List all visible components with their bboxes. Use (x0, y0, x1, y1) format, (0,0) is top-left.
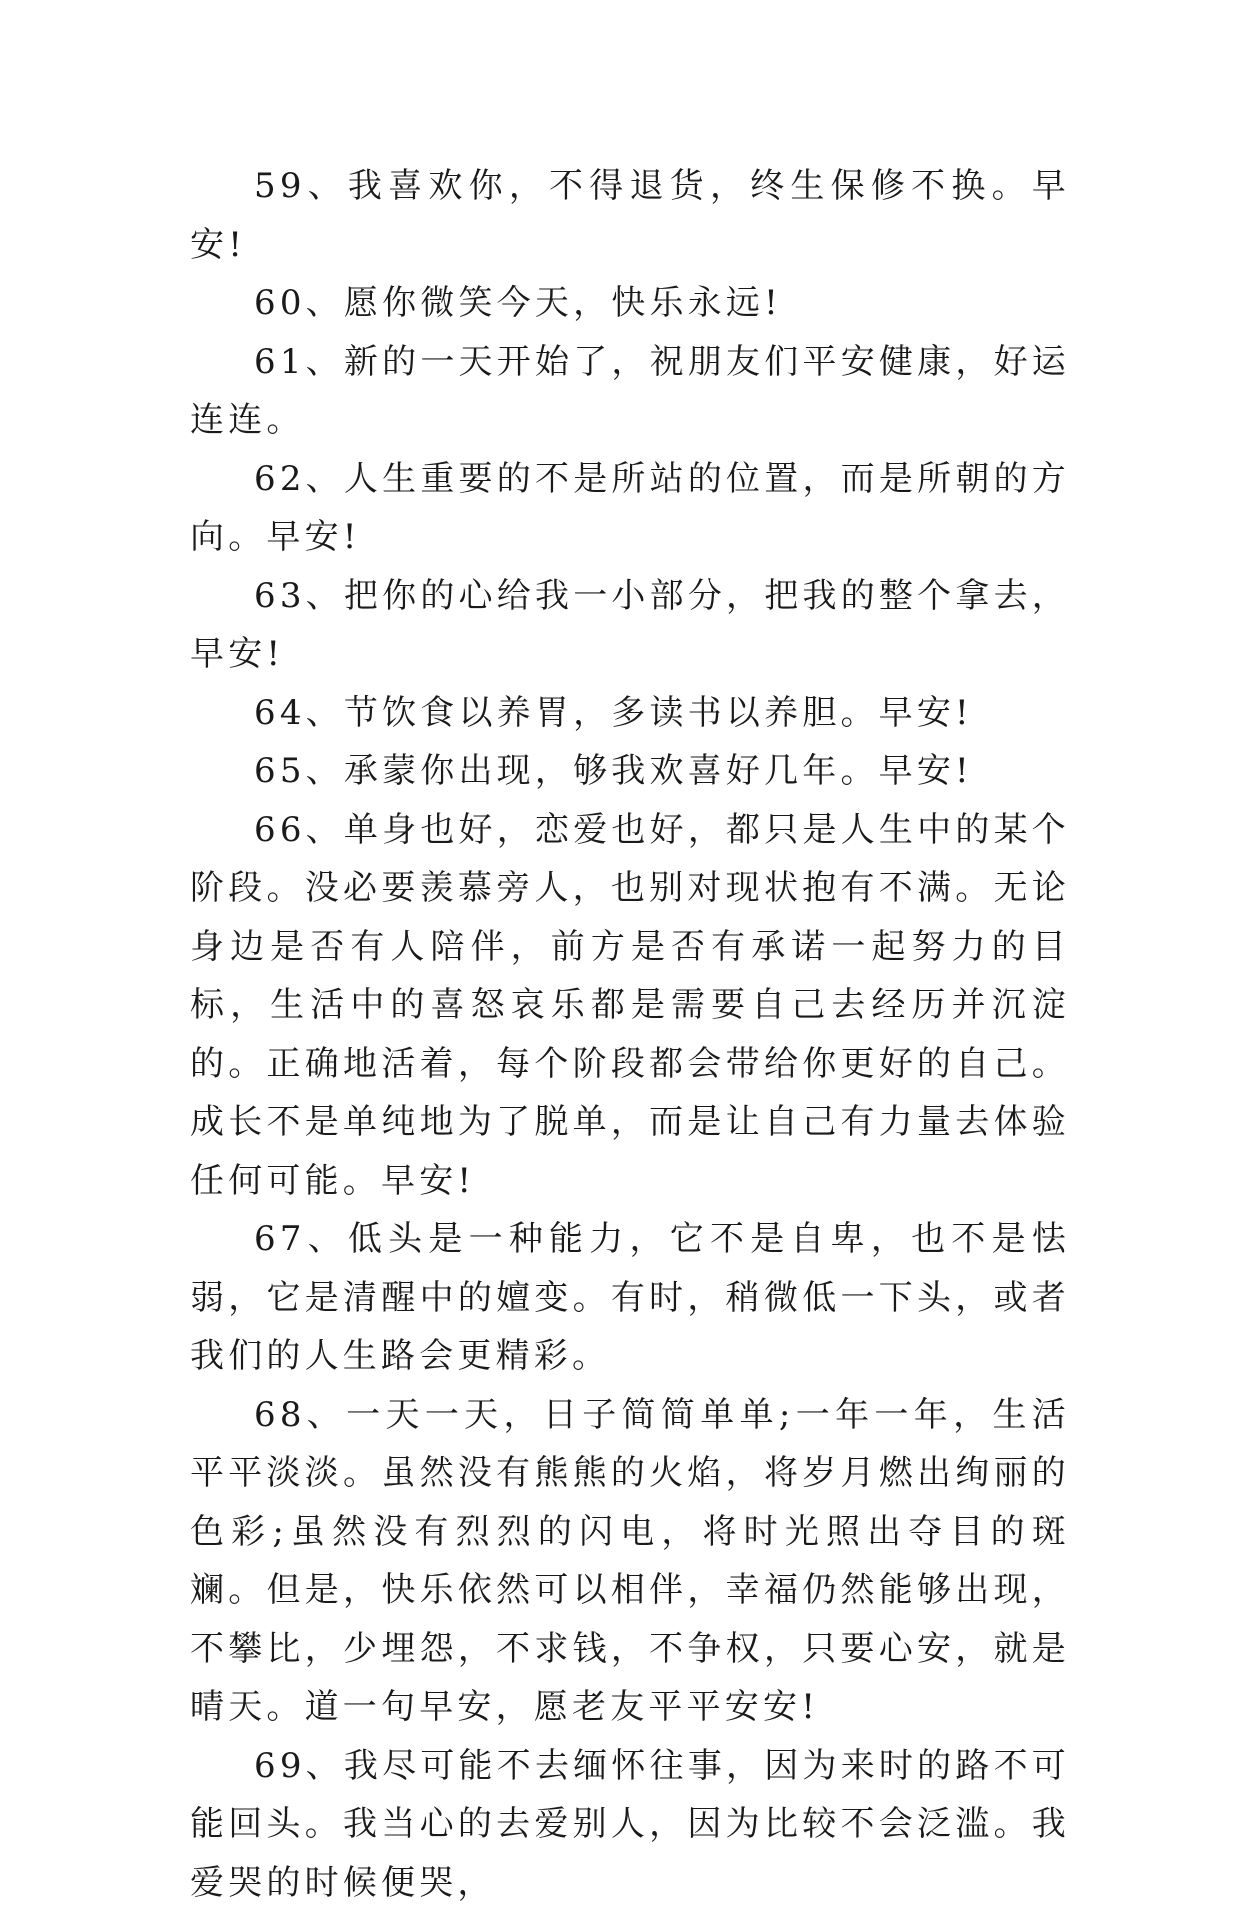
paragraph-66: 66、单身也好，恋爱也好，都只是人生中的某个阶段。没必要羡慕旁人，也别对现状抱有不满。无论身边是否有人陪伴，前方是否有承诺一起努力的目标，生活中的喜怒哀乐都是需要自己去经历并沉淀的。正确地活着，每个阶段都会带给你更好的自己。成长不是单纯地为了脱单，而是让自己有力量去体验任何可能。早安! (190, 801, 1070, 1211)
paragraph-63: 63、把你的心给我一小部分，把我的整个拿去，早安! (190, 567, 1070, 684)
paragraph-64: 64、节饮食以养胃，多读书以养胆。早安! (190, 684, 1070, 743)
paragraph-59: 59、我喜欢你，不得退货，终生保修不换。早安! (190, 157, 1070, 274)
document-body (190, 157, 1070, 1912)
paragraph-61: 61、新的一天开始了，祝朋友们平安健康，好运连连。 (190, 333, 1070, 450)
paragraph-62: 62、人生重要的不是所站的位置，而是所朝的方向。早安! (190, 450, 1070, 567)
paragraph-68: 68、一天一天，日子简简单单;一年一年，生活平平淡淡。虽然没有熊熊的火焰，将岁月燃出绚丽的色彩;虽然没有烈烈的闪电，将时光照出夺目的斑斓。但是，快乐依然可以相伴，幸福仍然能够出现，不攀比，少埋怨，不求钱，不争权，只要心安，就是晴天。道一句早安，愿老友平平安安! (190, 1386, 1070, 1737)
paragraph-69: 69、我尽可能不去缅怀往事，因为来时的路不可能回头。我当心的去爱别人，因为比较不会泛滥。我爱哭的时候便哭， (190, 1737, 1070, 1912)
paragraph-67: 67、低头是一种能力，它不是自卑，也不是怯弱，它是清醒中的嬗变。有时，稍微低一下头，或者我们的人生路会更精彩。 (190, 1210, 1070, 1386)
paragraph-60: 60、愿你微笑今天，快乐永远! (190, 274, 1070, 333)
paragraph-65: 65、承蒙你出现，够我欢喜好几年。早安! (190, 742, 1070, 801)
